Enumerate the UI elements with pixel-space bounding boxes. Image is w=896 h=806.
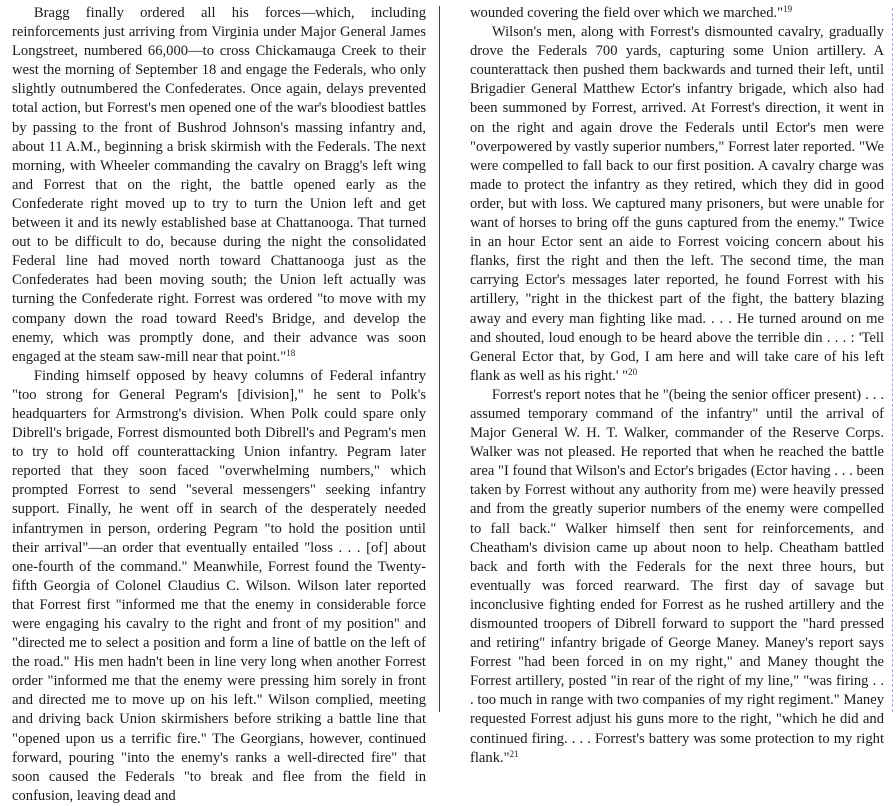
footnote-ref: 21 — [509, 748, 519, 759]
paragraph-text: Wilson's men, along with Forrest's dismounted cavalry, gradually drove the Federals 700 yards, capturing some Union artillery. A counterattack then pushed them backwards and turned their left, until Brigadier General Matthew Ector's infantry brigade, which also had been summoned by Forrest, arrived. At Forrest's direction, it went in on the right and again drove the Federals until Ector's men were "overpowered by vastly superior numbers," Forrest later reported. "We were compelled to fall back to our first position. A cavalry charge was made to protect the infantry as they retired, which they did in good order, but with loss. We captured many prisoners, but were unable for want of horses to bring off the guns captured from the enemy." Twice in an hour Ector sent an aide to Forrest voicing concern about his flanks, first the right and then the left. The second time, the man carrying Ector's messages later reported, he found Forrest with his artillery, "right in the thickest part of the fight, the battery blazing away and every man fighting like mad. . . . He turned around on me and shouted, loud enough to be heard above the terrible din . . . : 'Tell General Ector that, by God, I am here and will take care of his left flank as well as his right.' " — [470, 24, 884, 384]
paragraph — [12, 367, 426, 806]
paragraph — [470, 386, 884, 768]
footnote-ref: 19 — [783, 4, 793, 14]
footnote-ref: 20 — [628, 366, 638, 377]
paragraph-text: Bragg finally ordered all his forces—which, including reinforcements just arriving from Virginia under Major General James Longstreet, numbered 66,000—to cross Chickamauga Creek to their west the morning of September 18 and engage the Federals, who only slightly outnumbered the Confederates. Once again, delays prevented total action, but Forrest's men opened one of the war's bloodiest battles by passing to the front of Bushrod Johnson's massing infantry and, about 11 A.M., beginning a brisk skirmish with the Federals. The next morning, with Wheeler commanding the cavalry on Bragg's left wing and Forrest that on the right, the battle opened early as the Confederate right moved up to try to turn the Union left and get between it and its newly established base at Chattanooga. That turned out to be difficult to do, because during the night the consolidated Federal line had moved north toward Chattanooga just as the Confederates had been moving south; the Union left actually was turning the Confederate right. Forrest was ordered "to move with my company down the road toward Reed's Bridge, and develop the enemy, which was promptly done, and their advance was soon engaged at the steam saw-mill near that point." — [12, 5, 426, 365]
right-column — [462, 4, 890, 766]
paragraph-text: Forrest's report notes that he "(being the senior officer present) . . . assumed temporary command of the infantry" until the arrival of Major General W. H. T. Walker, commander of the Reserve Corps. Walker was not pleased. He reported that when he reached the battle area "I found that Wilson's and Ector's brigades (Ector having . . . been taken by Forrest without any authority from me) were heavily pressed and from the greatly superior numbers of the enemy were compelled to fall back." Walker himself then sent for reinforcements, and Cheatham's division came up about noon to help. Cheatham battled back and forth with the Federals for the next three hours, but eventually was forced rearward. The first day of savage but inconclusive fighting ended for Forrest as he rushed artillery and the dismounted troopers of Dibrell forward to support the "hard pressed and retiring" infantry brigade of George Maney. Maney's report says Forrest "had been forced in on my right," and Maney thought the Forrest artillery, posted "in rear of the right of my line," "was firing . . . too much in range with two companies of my right regiment." Maney requested Forrest adjust his guns more to the right, "which he did and continued firing. . . . Forrest's battery was some protection to my right flank." — [470, 386, 884, 766]
paragraph — [12, 4, 426, 367]
paragraph-text: Finding himself opposed by heavy columns of Federal infantry "too strong for General Pegram's [division]," he sent to Polk's headquarters for Armstrong's division. When Polk could spare only Dibrell's brigade, Forrest dismounted both Dibrell's and Pegram's men to try to hold off counterattacking Union infantry. Pegram later reported that they soon faced "overwhelming numbers," which prompted Forrest to send "several messengers" seeking infantry support. Finally, he went off in search of the desperately needed infantrymen in person, ordering Pegram "to hold the position until their arrival"—an order that eventually entailed "loss . . . [of] about one-fourth of the command." Meanwhile, Forrest found the Twenty-fifth Georgia of Colonel Claudius C. Wilson. Wilson later reported that Forrest first "informed me that the enemy in considerable force were engaging his cavalry to the right and front of my position" and "directed me to select a position and form a line of battle on the left of the road." His men hadn't been in line very long when another Forrest order "informed me that the enemy were pressing him sorely in front and directed me to move up on his left." Wilson complied, meeting and driving back Union skirmishers before striking a battle line that "opened upon us a terrific fire." The Georgians, however, continued forward, pouring "into the enemy's ranks a well-directed fire" that soon caused the Federals "to break and flee from the field in confusion, leaving dead and — [12, 367, 426, 804]
paragraph-text: wounded covering the field over which we marched." — [470, 5, 784, 21]
paragraph-continuation — [470, 4, 884, 23]
paragraph — [470, 23, 884, 386]
left-column — [6, 4, 434, 804]
footnote-ref: 18 — [286, 347, 296, 358]
